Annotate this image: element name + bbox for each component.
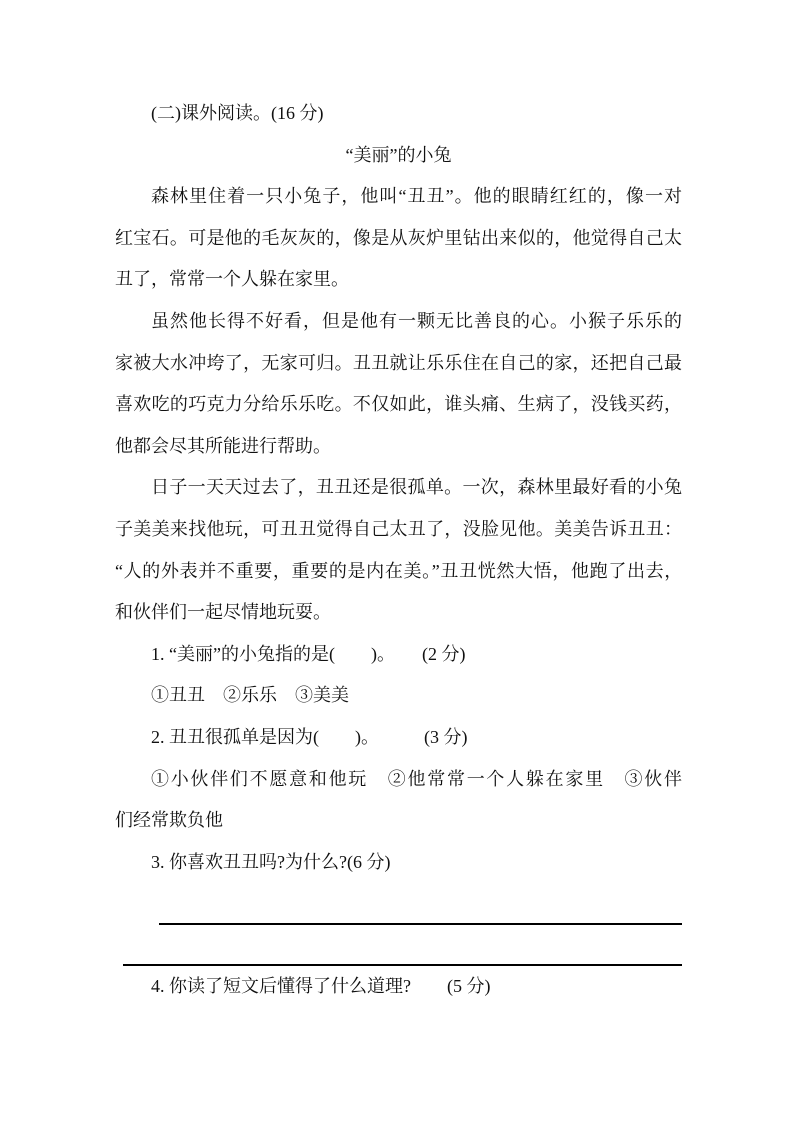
passage-title: “美丽”的小兔 <box>345 144 452 165</box>
answer-line[interactable] <box>123 925 682 967</box>
passage-line: 红宝石。可是他的毛灰灰的，像是从灰炉里钻出来似的，他觉得自己太 <box>115 227 682 248</box>
question-2-options: ①小伙伴们不愿意和他玩 ②他常常一个人躲在家里 ③伙伴 <box>151 768 682 789</box>
question-2-text: 2. 丑丑很孤单是因为( )。 (3 分) <box>151 726 468 747</box>
passage-line: 虽然他长得不好看，但是他有一颗无比善良的心。小猴子乐乐的 <box>151 310 682 331</box>
passage-line: 他都会尽其所能进行帮助。 <box>115 435 331 456</box>
passage-line: 喜欢吃的巧克力分给乐乐吃。不仅如此，谁头痛、生病了，没钱买药， <box>115 394 682 415</box>
passage-line: 丑了，常常一个人躲在家里。 <box>115 269 349 290</box>
passage-line: 和伙伴们一起尽情地玩耍。 <box>115 602 331 623</box>
question-1-options: ①丑丑 ②乐乐 ③美美 <box>151 685 349 706</box>
passage-line: “人的外表并不重要，重要的是内在美。”丑丑恍然大悟，他跑了出去， <box>115 560 682 581</box>
answer-line[interactable] <box>159 883 682 925</box>
question-2-options: 们经常欺负他 <box>115 810 223 831</box>
passage-line: 日子一天天过去了，丑丑还是很孤单。一次，森林里最好看的小兔 <box>151 477 682 498</box>
section-header: (二)课外阅读。(16 分) <box>151 103 324 123</box>
question-3-text: 3. 你喜欢丑丑吗?为什么?(6 分) <box>151 851 391 872</box>
passage-line: 子美美来找他玩，可丑丑觉得自己太丑了，没脸见他。美美告诉丑丑： <box>115 518 682 539</box>
question-4-text: 4. 你读了短文后懂得了什么道理? (5 分) <box>151 976 491 997</box>
passage-line: 家被大水冲垮了，无家可归。丑丑就让乐乐住在自己的家，还把自己最 <box>115 352 682 373</box>
worksheet-content <box>115 93 682 1008</box>
question-1-text: 1. “美丽”的小兔指的是( )。 (2 分) <box>151 643 466 664</box>
passage-line: 森林里住着一只小兔子，他叫“丑丑”。他的眼睛红红的，像一对 <box>151 186 682 207</box>
